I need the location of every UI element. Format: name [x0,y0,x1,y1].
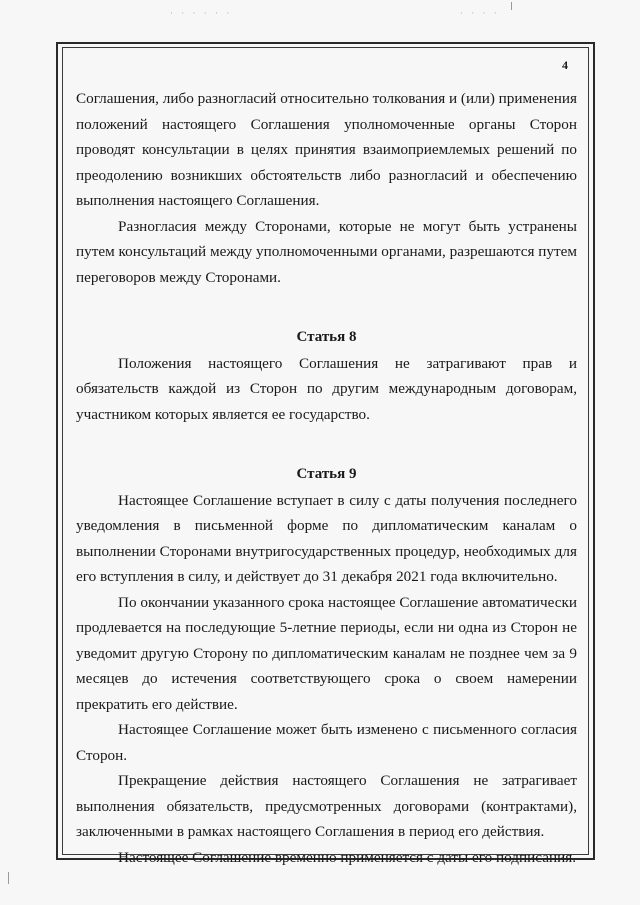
article-heading: Статья 9 [296,466,357,482]
document-body [76,86,577,870]
article-heading: Статья 8 [296,329,357,345]
scan-noise: · · · · [460,8,500,18]
paragraph: Настоящее Соглашение вступает в силу с даты получения последнего уведомления в письменной форме по дипломатическим каналам о выполнении Сторонами внутригосударственных процедур, необходимых для его вступления в силу, и действует до 31 декабря 2021 года включительно. [76,491,577,585]
paragraph: Положения настоящего Соглашения не затрагивают прав и обязательств каждой из Сторон по другим международным договорам, участником которых является ее государство. [76,354,577,423]
paragraph: Настоящее Соглашение временно применяется с даты его подписания. [118,848,576,866]
scan-mark [511,2,512,10]
page-number: 4 [562,58,568,72]
scan-noise: · · · · · · [170,8,233,18]
paragraph: Соглашения, либо разногласий относительно толкования и (или) применения положений настоящего Соглашения уполномоченные органы Сторон проводят консультации в целях принятия взаимоприемлемых решений по преодолению возникших обстоятельств либо разногласий и обеспечению выполнения настоящего Соглашения. [76,90,577,209]
paragraph: Разногласия между Сторонами, которые не могут быть устранены путем консультаций между уполномоченными органами, разрешаются путем переговоров между Сторонами. [76,217,577,286]
scan-mark [8,872,9,884]
paragraph: Прекращение действия настоящего Соглашения не затрагивает выполнения обязательств, предусмотренных договорами (контрактами), заключенными в рамках настоящего Соглашения в период его действия. [76,772,577,840]
paragraph: По окончании указанного срока настоящее Соглашение автоматически продлевается на последующие 5-летние периоды, если ни одна из Сторон не уведомит другую Сторону по дипломатическим каналам не позднее чем за 9 месяцев до истечения соответствующего срока о своем намерении прекратить его действие. [76,593,577,713]
paragraph: Настоящее Соглашение может быть изменено с письменного согласия Сторон. [76,721,577,764]
